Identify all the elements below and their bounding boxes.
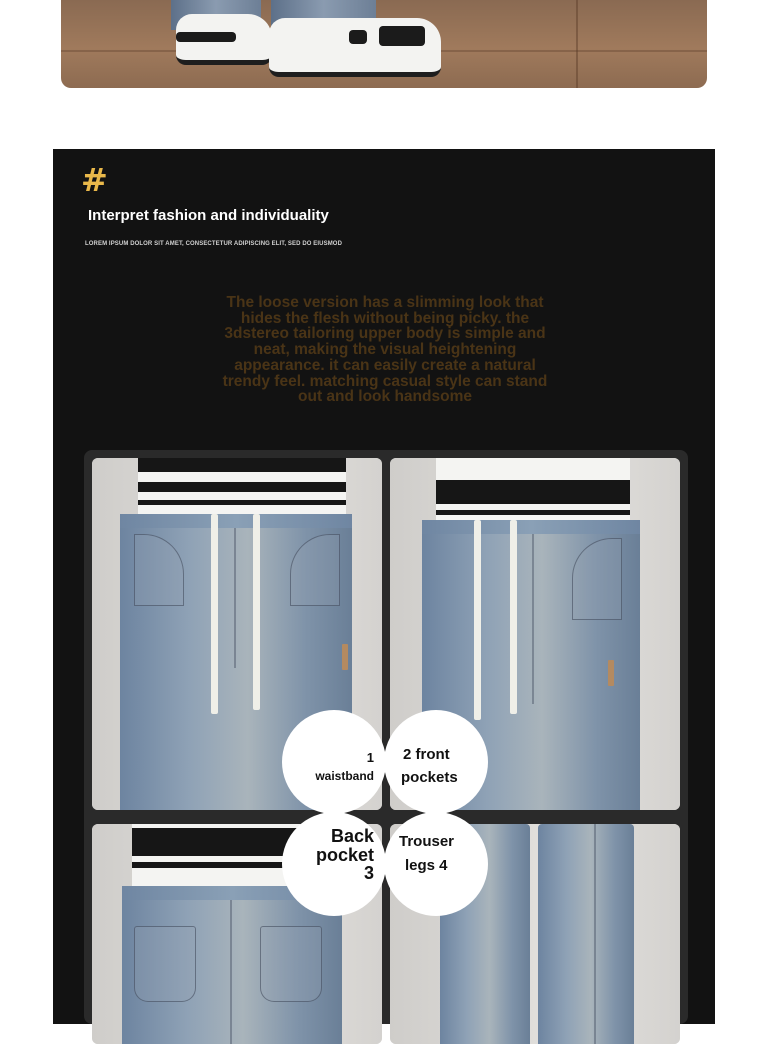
- panel-subtitle: LOREM IPSUM DOLOR SIT AMET, CONSECTETUR ADIPISCING ELIT, SED DO EIUSMOD: [85, 241, 343, 247]
- label-back-pocket: [282, 812, 386, 916]
- label-front-pockets-line1: 2 front: [403, 746, 450, 763]
- label-back-pocket-line1: Back: [330, 826, 374, 846]
- drawstring: [510, 520, 517, 714]
- label-trouser-legs: [384, 812, 488, 916]
- label-trouser-legs-line2: legs 4: [405, 857, 448, 874]
- hash-icon: #: [81, 161, 108, 199]
- drawstring: [253, 514, 260, 710]
- label-waistband: [282, 710, 386, 814]
- sneaker: [176, 14, 272, 65]
- label-front-pockets-line2: pockets: [401, 769, 458, 786]
- label-back-pocket-line2: pocket: [315, 845, 374, 865]
- drawstring: [474, 520, 481, 720]
- feature-panel: [53, 149, 715, 1024]
- drawstring: [211, 514, 218, 714]
- product-photo-grid: [84, 450, 688, 1024]
- top-product-photo: [61, 0, 707, 88]
- product-description: The loose version has a slimming look that hides the flesh without being picky. the 3dstereo tailoring upper body is simple and neat, making the visual heightening appearance. it can easily create a natural trendy feel. matching casual style can stand out and look handsome: [222, 294, 548, 406]
- label-trouser-legs-line1: Trouser: [399, 833, 455, 850]
- label-front-pockets: [384, 710, 488, 814]
- label-back-pocket-number: 3: [363, 863, 374, 883]
- sneaker: [269, 18, 441, 77]
- floor-plank-line: [576, 0, 578, 88]
- panel-title: Interpret fashion and individuality: [88, 207, 329, 224]
- label-waistband-number: 1: [366, 750, 374, 765]
- label-waistband-text: waistband: [315, 769, 374, 783]
